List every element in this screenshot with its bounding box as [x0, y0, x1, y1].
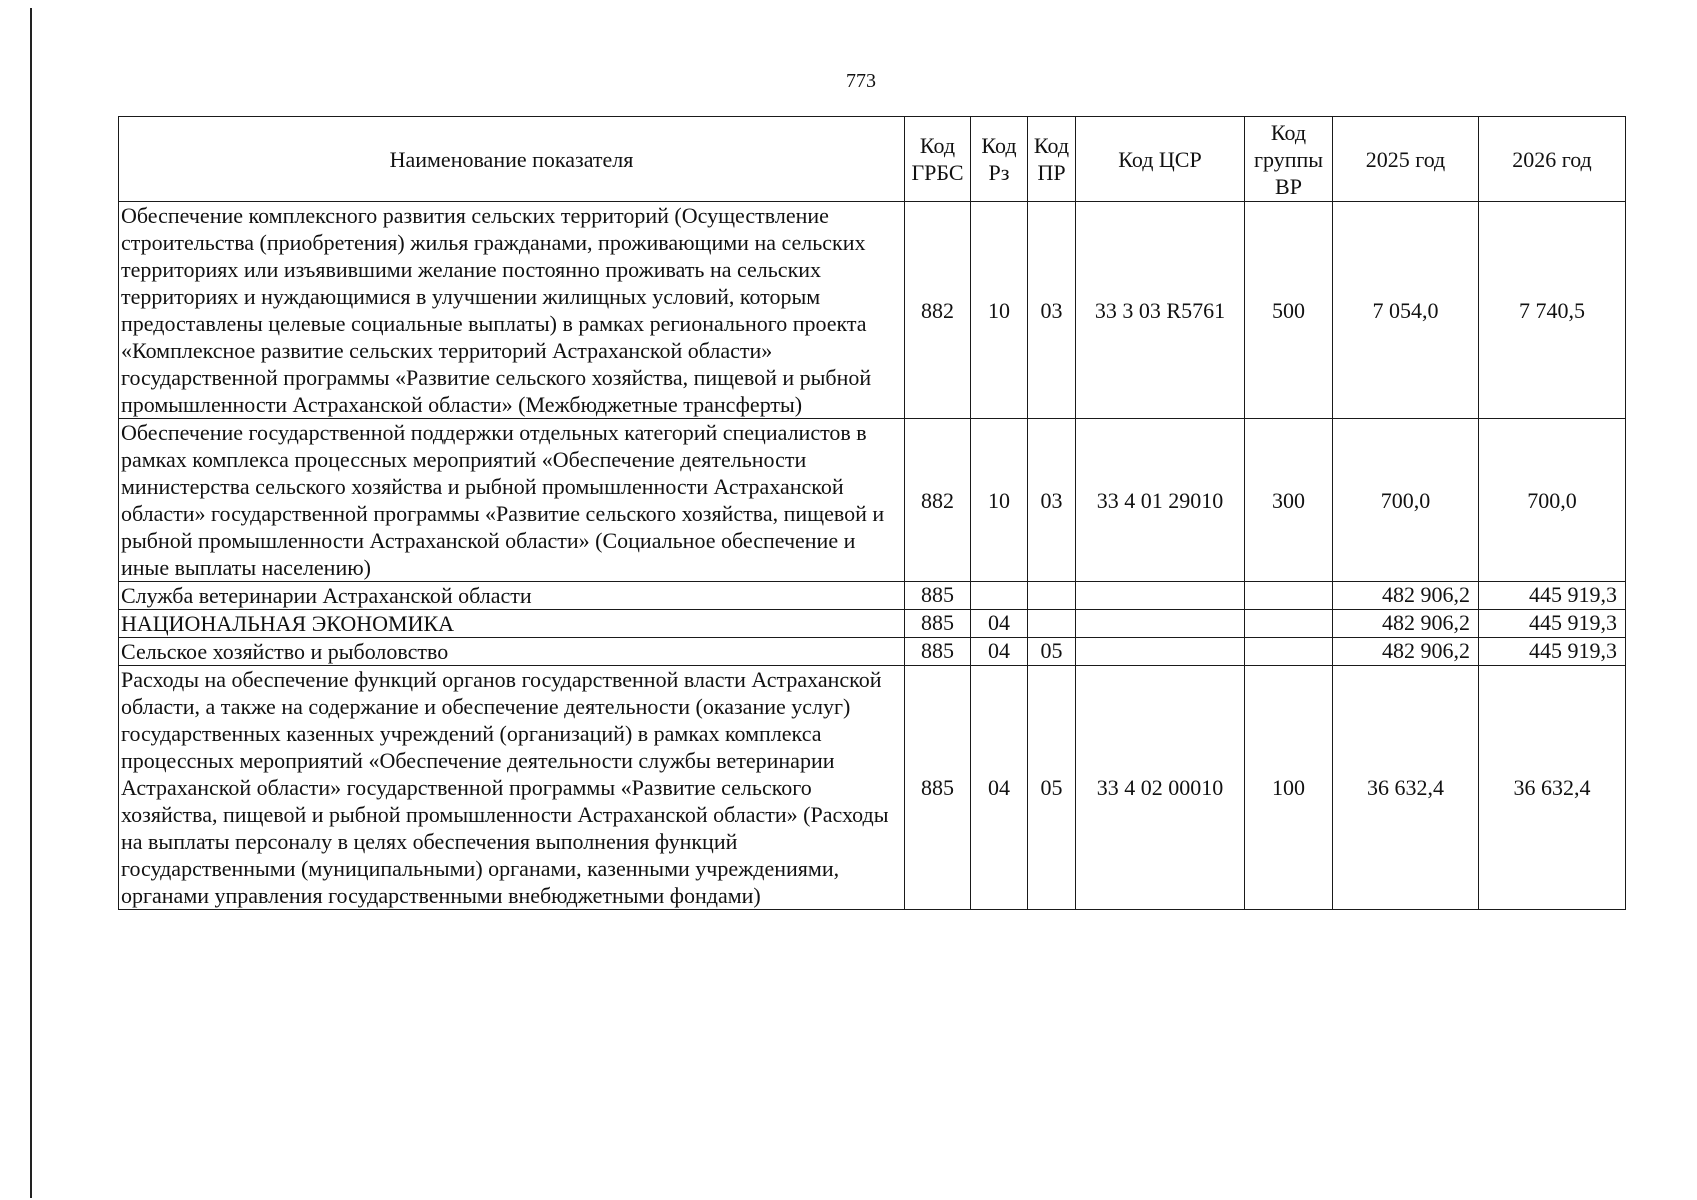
cell-grbs: 885: [905, 638, 971, 666]
cell-name: НАЦИОНАЛЬНАЯ ЭКОНОМИКА: [119, 610, 905, 638]
cell-2026: 36 632,4: [1479, 666, 1626, 910]
cell-2025: 36 632,4: [1333, 666, 1479, 910]
cell-csr: [1076, 610, 1245, 638]
cell-grbs: 885: [905, 666, 971, 910]
header-name: Наименование показателя: [119, 117, 905, 202]
cell-pr: [1028, 610, 1076, 638]
header-pr: Код ПР: [1028, 117, 1076, 202]
cell-pr: 03: [1028, 419, 1076, 582]
cell-vr: [1245, 638, 1333, 666]
cell-pr: 03: [1028, 202, 1076, 419]
table-row: [119, 610, 1626, 638]
cell-2025: 7 054,0: [1333, 202, 1479, 419]
table-row: [119, 582, 1626, 610]
cell-2026: 7 740,5: [1479, 202, 1626, 419]
cell-rz: [971, 582, 1028, 610]
cell-csr: [1076, 638, 1245, 666]
cell-2026: 445 919,3: [1479, 638, 1626, 666]
budget-table: [118, 116, 1626, 910]
cell-name: Служба ветеринарии Астраханской области: [119, 582, 905, 610]
cell-2025: 482 906,2: [1333, 638, 1479, 666]
cell-grbs: 885: [905, 610, 971, 638]
cell-csr: 33 4 02 00010: [1076, 666, 1245, 910]
cell-pr: 05: [1028, 666, 1076, 910]
cell-name: Расходы на обеспечение функций органов государственной власти Астраханской области, а также на содержание и обеспечение деятельности (оказание услуг) государственных казенных учреждений (организаций) в рамках комплекса процессных мероприятий «Обеспечение деятельности службы ветеринарии Астраханской области» государственной программы «Развитие сельского хозяйства, пищевой и рыбной промышленности Астраханской области» (Расходы на выплаты персоналу в целях обеспечения выполнения функций государственными (муниципальными) органами, казенными учреждениями, органами управления государственными внебюджетными фондами): [119, 666, 905, 910]
header-rz: Код Рз: [971, 117, 1028, 202]
table-row: [119, 419, 1626, 582]
cell-csr: [1076, 582, 1245, 610]
cell-2026: 700,0: [1479, 419, 1626, 582]
cell-rz: 04: [971, 610, 1028, 638]
cell-rz: 10: [971, 419, 1028, 582]
header-vr: Код группы ВР: [1245, 117, 1333, 202]
cell-name: Обеспечение государственной поддержки отдельных категорий специалистов в рамках комплекса процессных мероприятий «Обеспечение деятельности министерства сельского хозяйства и рыбной промышленности Астраханской области» государственной программы «Развитие сельского хозяйства, пищевой и рыбной промышленности Астраханской области» (Социальное обеспечение и иные выплаты населению): [119, 419, 905, 582]
cell-vr: 500: [1245, 202, 1333, 419]
header-2026: 2026 год: [1479, 117, 1626, 202]
header-csr: Код ЦСР: [1076, 117, 1245, 202]
table-row: [119, 638, 1626, 666]
cell-vr: [1245, 582, 1333, 610]
cell-pr: 05: [1028, 638, 1076, 666]
cell-grbs: 882: [905, 419, 971, 582]
cell-rz: 10: [971, 202, 1028, 419]
page-number: 773: [846, 70, 876, 92]
table-row: [119, 666, 1626, 910]
cell-rz: 04: [971, 666, 1028, 910]
cell-vr: [1245, 610, 1333, 638]
cell-grbs: 885: [905, 582, 971, 610]
cell-rz: 04: [971, 638, 1028, 666]
cell-vr: 100: [1245, 666, 1333, 910]
cell-2025: 482 906,2: [1333, 582, 1479, 610]
table-row: [119, 202, 1626, 419]
cell-grbs: 882: [905, 202, 971, 419]
cell-csr: 33 4 01 29010: [1076, 419, 1245, 582]
cell-vr: 300: [1245, 419, 1333, 582]
cell-csr: 33 3 03 R5761: [1076, 202, 1245, 419]
cell-2025: 482 906,2: [1333, 610, 1479, 638]
cell-2026: 445 919,3: [1479, 582, 1626, 610]
cell-name: Сельское хозяйство и рыболовство: [119, 638, 905, 666]
table-header-row: [119, 117, 1626, 202]
header-grbs: Код ГРБС: [905, 117, 971, 202]
cell-2025: 700,0: [1333, 419, 1479, 582]
cell-pr: [1028, 582, 1076, 610]
cell-name: Обеспечение комплексного развития сельских территорий (Осуществление строительства (приобретения) жилья гражданами, проживающими на сельских территориях или изъявившими желание постоянно проживать на сельских территориях и нуждающимися в улучшении жилищных условий, которым предоставлены целевые социальные выплаты) в рамках регионального проекта «Комплексное развитие сельских территорий Астраханской области» государственной программы «Развитие сельского хозяйства, пищевой и рыбной промышленности Астраханской области» (Межбюджетные трансферты): [119, 202, 905, 419]
cell-2026: 445 919,3: [1479, 610, 1626, 638]
binding-margin-line: [30, 8, 32, 1198]
header-2025: 2025 год: [1333, 117, 1479, 202]
